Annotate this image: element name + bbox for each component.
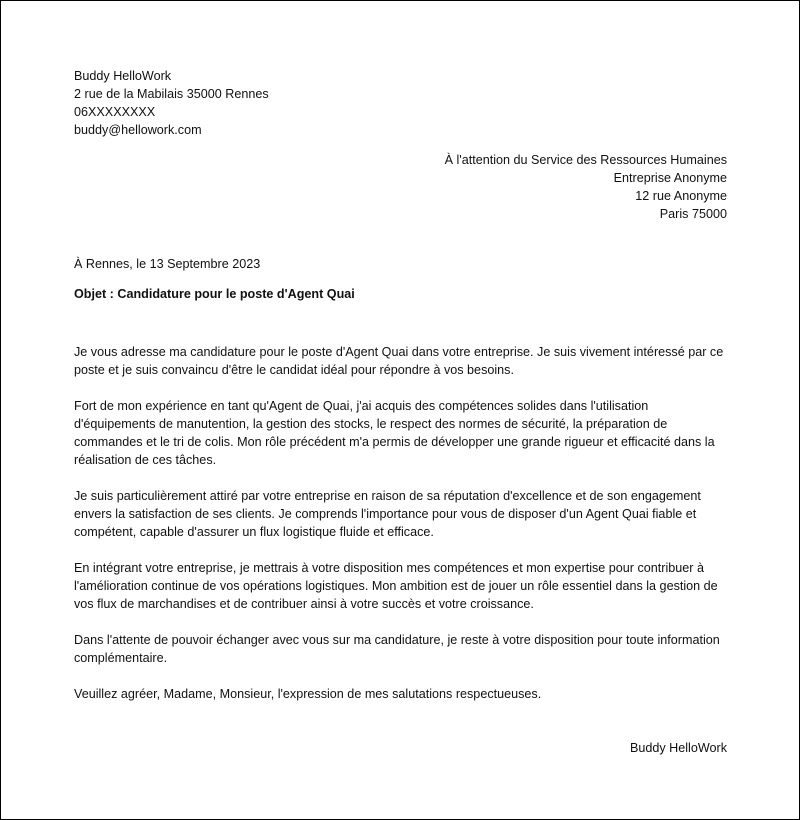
paragraph <box>74 397 729 469</box>
closing-paragraph <box>74 685 729 703</box>
paragraph-text: Je suis particulièrement attiré par votre entreprise en raison de sa réputation d'excellence et de son engagement envers la satisfaction de ses clients. Je comprends l'importance pour vous de disposer d'un Agent Quai fiable et compétent, capable d'assurer un flux logistique fluide et efficace. <box>74 489 701 539</box>
date-line: À Rennes, le 13 Septembre 2023 <box>74 257 261 271</box>
recipient-attention: À l'attention du Service des Ressources Humaines <box>444 153 727 167</box>
recipient-company: Entreprise Anonyme <box>613 171 727 185</box>
sender-block <box>74 67 269 139</box>
paragraph-text: Veuillez agréer, Madame, Monsieur, l'expression de mes salutations respectueuses. <box>74 687 542 701</box>
recipient-block <box>445 151 727 223</box>
sender-email: buddy@hellowork.com <box>74 123 202 137</box>
paragraph-text: Dans l'attente de pouvoir échanger avec vous sur ma candidature, je reste à votre disposition pour toute information complémentaire. <box>74 633 720 665</box>
sender-name: Buddy HelloWork <box>74 69 172 83</box>
sender-phone: 06XXXXXXXX <box>74 105 156 119</box>
paragraph-text: Fort de mon expérience en tant qu'Agent de Quai, j'ai acquis des compétences solides dans l'utilisation d'équipements de manutention, la gestion des stocks, le respect des normes de sécurité, la préparation de commandes et le tri de colis. Mon rôle précédent m'a permis de développer une grande rigueur et efficacité dans la réalisation de ces tâches. <box>74 399 715 467</box>
recipient-street: 12 rue Anonyme <box>635 189 727 203</box>
paragraph-text: En intégrant votre entreprise, je mettrais à votre disposition mes compétences et mon expertise pour contribuer à l'amélioration continue de vos opérations logistiques. Mon ambition est de jouer un rôle essentiel dans la gestion de vos flux de marchandises et de contribuer ainsi à votre succès et votre croissance. <box>74 561 718 611</box>
signature: Buddy HelloWork <box>629 741 727 755</box>
subject-line: Objet : Candidature pour le poste d'Agent Quai <box>74 287 355 301</box>
paragraph <box>74 631 729 667</box>
recipient-city: Paris 75000 <box>659 207 727 221</box>
paragraph-text: Je vous adresse ma candidature pour le poste d'Agent Quai dans votre entreprise. Je suis vivement intéressé par ce poste et je suis convaincu d'être le candidat idéal pour répondre à vos besoins. <box>74 345 724 377</box>
paragraph <box>74 487 729 541</box>
sender-address: 2 rue de la Mabilais 35000 Rennes <box>74 87 269 101</box>
paragraph <box>74 343 729 379</box>
paragraph <box>74 559 729 613</box>
